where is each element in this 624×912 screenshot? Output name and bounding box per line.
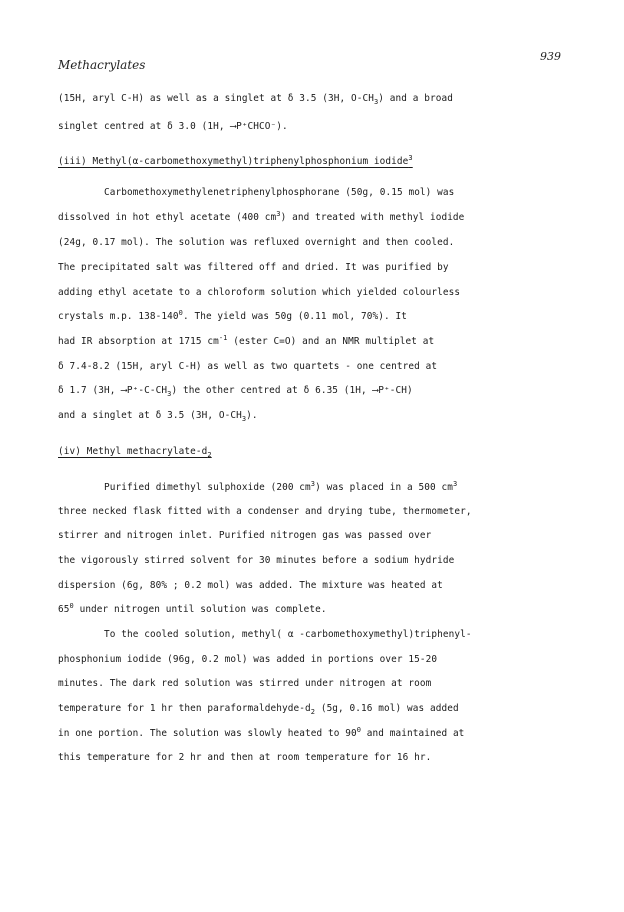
text-segment: singlet centred at δ 3.0 (1H, ⟶P⁺CHCO⁻). xyxy=(58,121,288,132)
text-segment: phosphonium iodide (96g, 0.2 mol) was added in portions over 15-20 xyxy=(58,654,438,665)
text-segment: 3 xyxy=(408,153,413,162)
text-segment: 0 xyxy=(69,601,74,610)
text-line xyxy=(58,752,431,764)
text-line xyxy=(58,601,327,616)
text-segment: 3 xyxy=(276,209,281,218)
text-segment: ) the other centred at δ 6.35 (1H, ⟶P⁺-CH) xyxy=(171,385,413,396)
text-segment: (iv) Methyl methacrylate-d xyxy=(58,446,208,457)
text-segment: (iii) Methyl(α-carbomethoxymethyl)triphenylphosphonium iodide xyxy=(58,156,409,167)
text-segment: dissolved in hot ethyl acetate (400 cm xyxy=(58,212,277,223)
text-line xyxy=(58,237,454,249)
text-segment: dispersion (6g, 80% ; 0.2 mol) was added. The mixture was heated at xyxy=(58,580,443,591)
text-line xyxy=(58,725,465,740)
text-segment: (5g, 0.16 mol) was added xyxy=(315,703,459,714)
text-segment: 0 xyxy=(356,725,362,734)
text-segment: 3 xyxy=(167,389,172,398)
text-line xyxy=(104,187,454,199)
text-segment: ) and treated with methyl iodide xyxy=(280,212,465,223)
text-line xyxy=(58,333,435,348)
text-line xyxy=(58,410,258,422)
text-segment: ) was placed in a 500 cm xyxy=(315,482,453,493)
text-line xyxy=(104,479,458,494)
text-segment: this temperature for 2 hr and then at room temperature for 16 hr. xyxy=(58,752,432,763)
text-segment: adding ethyl acetate to a chloroform solution which yielded colourless xyxy=(58,287,461,298)
text-line xyxy=(58,121,288,133)
text-line xyxy=(58,506,472,518)
text-segment: in one portion. The solution was slowly heated to 90 xyxy=(58,728,357,739)
text-segment: 3 xyxy=(373,97,379,106)
text-line xyxy=(58,287,460,299)
text-segment: (ester C=O) and an NMR multiplet at xyxy=(227,336,435,347)
text-line xyxy=(58,678,431,690)
text-line xyxy=(58,555,454,567)
page-number: 939 xyxy=(540,50,561,63)
text-segment: had IR absorption at 1715 cm xyxy=(58,336,219,347)
text-segment: 2 xyxy=(310,707,316,716)
text-segment: 3 xyxy=(310,479,316,488)
text-segment: 3 xyxy=(241,414,247,423)
text-segment: and maintained at xyxy=(361,728,465,739)
text-line xyxy=(58,262,449,274)
text-segment: under nitrogen until solution was complete. xyxy=(73,604,327,615)
text-segment: 65 xyxy=(58,604,70,615)
text-segment: Carbomethoxymethylenetriphenylphosphorane (50g, 0.15 mol) was xyxy=(104,187,455,198)
text-line xyxy=(58,209,465,224)
text-line xyxy=(58,654,437,666)
text-segment: Purified dimethyl sulphoxide (200 cm xyxy=(104,482,311,493)
text-line xyxy=(104,629,472,641)
running-title: Methacrylates xyxy=(58,58,146,72)
text-segment: δ 1.7 (3H, ⟶P⁺-C-CH xyxy=(58,385,168,396)
text-segment: δ 7.4-8.2 (15H, aryl C-H) as well as two quartets - one centred at xyxy=(58,361,438,372)
text-segment: To the cooled solution, methyl( α -carbomethoxymethyl)triphenyl- xyxy=(104,629,472,640)
text-segment: 2 xyxy=(207,450,212,459)
section-heading-iii xyxy=(58,153,413,168)
text-line xyxy=(58,703,459,715)
text-line xyxy=(58,361,437,373)
text-segment: 0 xyxy=(178,308,183,317)
text-line xyxy=(58,530,431,542)
text-segment: (15H, aryl C-H) as well as a singlet at δ 3.5 (3H, O-CH xyxy=(58,93,374,104)
text-segment: stirrer and nitrogen inlet. Purified nitrogen gas was passed over xyxy=(58,530,432,541)
text-segment: (24g, 0.17 mol). The solution was refluxed overnight and then cooled. xyxy=(58,237,455,248)
text-segment: ). xyxy=(246,410,258,421)
text-segment: temperature for 1 hr then paraformaldehyde-d xyxy=(58,703,311,714)
text-segment: The precipitated salt was filtered off and dried. It was purified by xyxy=(58,262,449,273)
section-heading-iv xyxy=(58,446,212,458)
text-segment: three necked flask fitted with a condenser and drying tube, thermometer, xyxy=(58,506,472,517)
text-segment: 3 xyxy=(453,479,458,488)
text-segment: the vigorously stirred solvent for 30 minutes before a sodium hydride xyxy=(58,555,455,566)
text-segment: minutes. The dark red solution was stirred under nitrogen at room xyxy=(58,678,432,689)
text-segment: -1 xyxy=(218,333,228,342)
text-segment: and a singlet at δ 3.5 (3H, O-CH xyxy=(58,410,242,421)
text-segment: ) and a broad xyxy=(378,93,453,104)
text-segment: . The yield was 50g (0.11 mol, 70%). It xyxy=(182,311,407,322)
text-line xyxy=(58,93,453,105)
text-line xyxy=(58,580,443,592)
text-segment: crystals m.p. 138-140 xyxy=(58,311,179,322)
text-line xyxy=(58,385,413,397)
text-line xyxy=(58,308,407,323)
